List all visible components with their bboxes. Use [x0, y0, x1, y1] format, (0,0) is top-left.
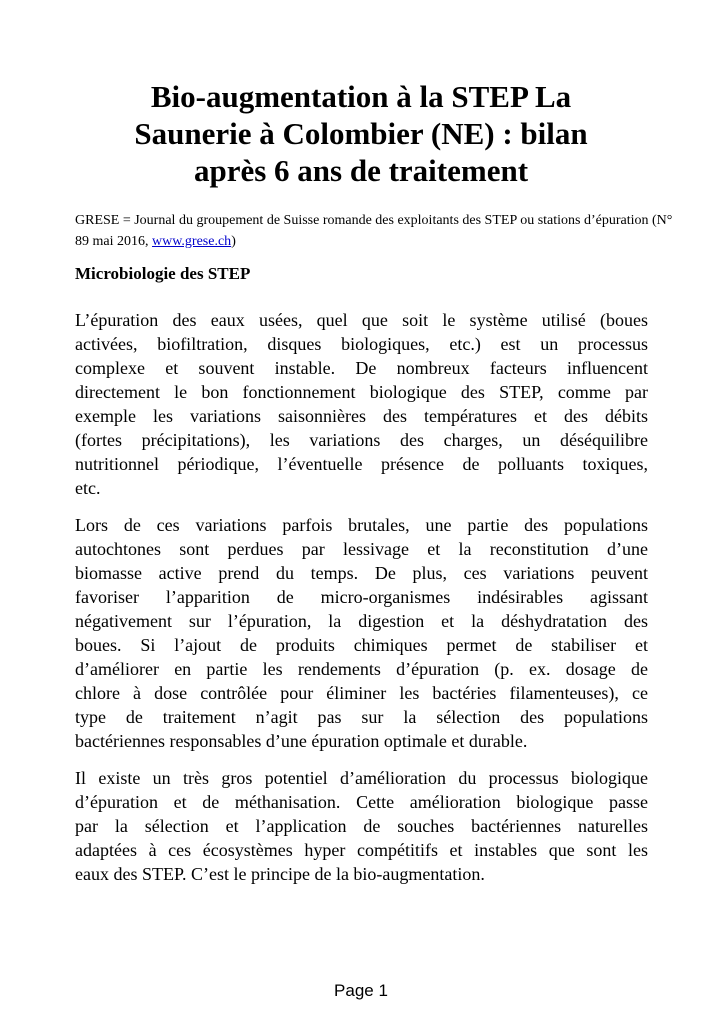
grese-link[interactable]: www.grese.ch	[152, 234, 232, 249]
paragraph-line: par la sélection et l’application de souches bactériennes naturelles	[75, 816, 648, 836]
paragraph-line: exemple les variations saisonnières des températures et des débits	[75, 406, 648, 426]
paragraph-line: Il existe un très gros potentiel d’amélioration du processus biologique	[75, 768, 648, 788]
paragraph	[75, 308, 648, 500]
source-text: GRESE = Journal du groupement de Suisse romande des exploitants des STEP ou stations d’épuration (N° 89 mai 2016,	[75, 213, 673, 249]
section-heading: Microbiologie des STEP	[75, 264, 251, 283]
paragraph-line: autochtones sont perdues par lessivage et la reconstitution d’une	[75, 539, 648, 559]
paragraph-line: favoriser l’apparition de micro-organismes indésirables agissant	[75, 587, 648, 607]
paragraph-line: boues. Si l’ajout de produits chimiques permet de stabiliser et	[75, 635, 648, 655]
paragraph-line: adaptées à ces écosystèmes hyper compétitifs et instables que sont les	[75, 840, 648, 860]
paragraph-line: chlore à dose contrôlée pour éliminer les bactéries filamenteuses), ce	[75, 683, 648, 703]
paragraph-line: bactériennes responsables d’une épuration optimale et durable.	[75, 731, 528, 751]
paragraph-line: complexe et souvent instable. De nombreux facteurs influencent	[75, 358, 648, 378]
paragraph-line: d’épuration et de méthanisation. Cette amélioration biologique passe	[75, 792, 648, 812]
page-number: Page 1	[334, 981, 388, 1000]
paragraph-line: L’épuration des eaux usées, quel que soit le système utilisé (boues	[75, 310, 648, 330]
source-citation	[75, 210, 675, 252]
paragraph-line: nutritionnel périodique, l’éventuelle présence de polluants toxiques,	[75, 454, 648, 474]
title-line: Bio-augmentation à la STEP La	[150, 79, 572, 114]
paragraph-line: négativement sur l’épuration, la digestion et la déshydratation des	[75, 611, 648, 631]
title-line: après 6 ans de traitement	[193, 153, 529, 188]
paragraph	[75, 513, 648, 753]
paragraph-line: eaux des STEP. C’est le principe de la bio-augmentation.	[75, 864, 485, 884]
paragraph-line: (fortes précipitations), les variations des charges, un déséquilibre	[75, 430, 648, 450]
paragraph-line: activées, biofiltration, disques biologiques, etc.) est un processus	[75, 334, 648, 354]
paragraph-line: directement le bon fonctionnement biologique des STEP, comme par	[75, 382, 648, 402]
source-text-end: )	[231, 234, 236, 249]
paragraph-line: etc.	[75, 478, 101, 498]
document-title	[60, 78, 662, 189]
paragraph-line: type de traitement n’agit pas sur la sélection des populations	[75, 707, 648, 727]
paragraph-line: d’améliorer en partie les rendements d’épuration (p. ex. dosage de	[75, 659, 648, 679]
title-line: Saunerie à Colombier (NE) : bilan	[134, 116, 588, 151]
paragraph-line: Lors de ces variations parfois brutales, une partie des populations	[75, 515, 648, 535]
paragraph	[75, 766, 648, 886]
paragraph-line: biomasse active prend du temps. De plus, ces variations peuvent	[75, 563, 648, 583]
